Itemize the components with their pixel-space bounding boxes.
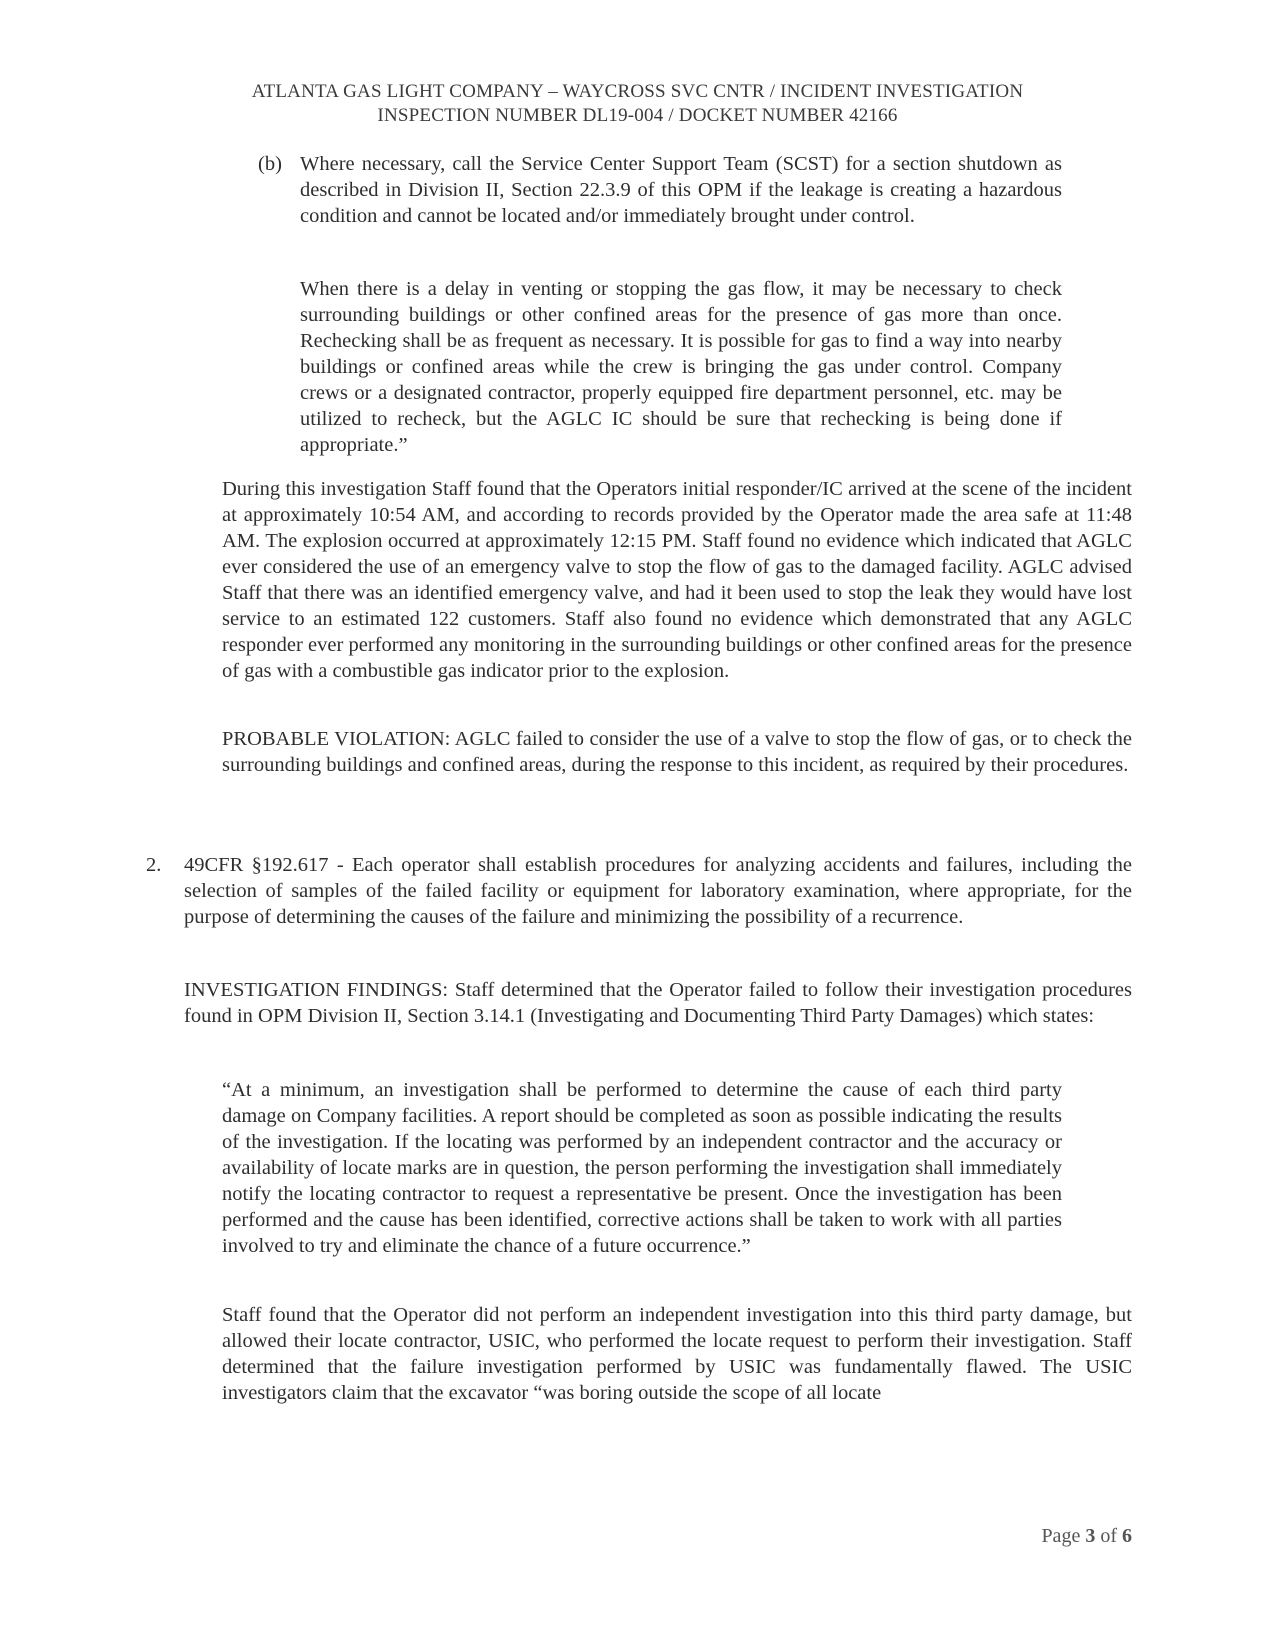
item-2-marker: 2.	[146, 854, 162, 876]
violation-paragraph: PROBABLE VIOLATION: AGLC failed to consider the use of a valve to stop the flow of gas, or to check the surrounding buildings and confined areas, during the response to this incident, as required by their procedures.	[222, 728, 1132, 776]
page-word: Page	[1041, 1525, 1081, 1547]
item-b	[258, 151, 1062, 229]
page-footer	[1000, 1523, 1132, 1549]
item-b-marker: (b)	[258, 153, 282, 175]
of-word: of	[1100, 1525, 1117, 1547]
header-line-1: ATLANTA GAS LIGHT COMPANY – WAYCROSS SVC CNTR / INCIDENT INVESTIGATION	[251, 81, 1024, 102]
page-total: 6	[1122, 1525, 1132, 1547]
quote-paragraph: “At a minimum, an investigation shall be performed to determine the cause of each third party damage on Company facilities. A report should be completed as soon as possible indicating the results of the investigation. If the locating was performed by an independent contractor and the accuracy or availability of locate marks are in question, the person performing the investigation shall immediately notify the locating contractor to request a representative be present. Once the investigation has been performed and the cause has been identified, corrective actions shall be taken to work with all parties involved to try and eliminate the chance of a future occurrence.”	[222, 1079, 1062, 1257]
staff-paragraph: Staff found that the Operator did not perform an independent investigation into this third party damage, but allowed their locate contractor, USIC, who performed the locate request to perform their investigation. Staff determined that the failure investigation performed by USIC was fundamentally flawed. The USIC investigators claim that the excavator “was boring outside the scope of all locate	[222, 1304, 1132, 1404]
investigation-findings-paragraph: INVESTIGATION FINDINGS: Staff determined that the Operator failed to follow their investigation procedures found in OPM Division II, Section 3.14.1 (Investigating and Documenting Third Party Damages) which states:	[184, 979, 1132, 1027]
header-line-2: INSPECTION NUMBER DL19-004 / DOCKET NUMBER 42166	[377, 105, 898, 126]
delay-paragraph: When there is a delay in venting or stopping the gas flow, it may be necessary to check surrounding buildings or other confined areas for the presence of gas more than once. Rechecking shall be as frequent as necessary. It is possible for gas to find a way into nearby buildings or confined areas while the crew is bringing the gas under control. Company crews or a designated contractor, properly equipped fire department personnel, etc. may be utilized to recheck, but the AGLC IC should be sure that rechecking is being done if appropriate.”	[300, 278, 1062, 456]
item-2-text: 49CFR §192.617 - Each operator shall establish procedures for analyzing accidents and failures, including the selection of samples of the failed facility or equipment for laboratory examination, where appropriate, for the purpose of determining the causes of the failure and minimizing the possibility of a recurrence.	[184, 854, 1132, 928]
item-b-text: Where necessary, call the Service Center Support Team (SCST) for a section shutdown as described in Division II, Section 22.3.9 of this OPM if the leakage is creating a hazardous condition and cannot be located and/or immediately brought under control.	[300, 153, 1062, 227]
findings-paragraph: During this investigation Staff found that the Operators initial responder/IC arrived at the scene of the incident at approximately 10:54 AM, and according to records provided by the Operator made the area safe at 11:48 AM. The explosion occurred at approximately 12:15 PM. Staff found no evidence which indicated that AGLC ever considered the use of an emergency valve to stop the flow of gas to the damaged facility. AGLC advised Staff that there was an identified emergency valve, and had it been used to stop the leak they would have lost service to an estimated 122 customers. Staff also found no evidence which demonstrated that any AGLC responder ever performed any monitoring in the surrounding buildings or other confined areas for the presence of gas with a combustible gas indicator prior to the explosion.	[222, 478, 1132, 682]
page-header	[0, 80, 1275, 128]
page-number: 3	[1085, 1525, 1096, 1547]
